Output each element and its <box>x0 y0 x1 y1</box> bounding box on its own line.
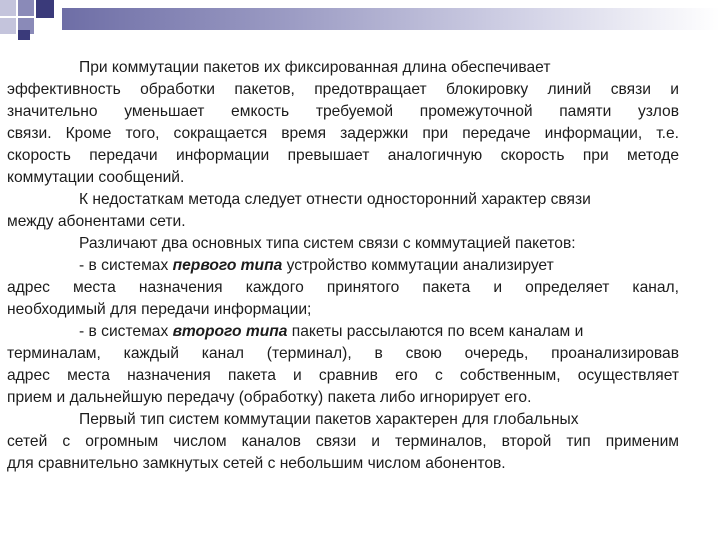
text-run: устройство коммутации анализирует <box>282 257 554 274</box>
text-line: Первый тип систем коммутации пакетов характерен для глобальных <box>79 411 579 428</box>
text-line: необходимый для передачи информации; <box>7 301 312 318</box>
text-line: скорость передачи информации превышает аналогичную скорость при методе <box>7 147 679 164</box>
text-run: пакеты рассылаются по всем каналам и <box>287 323 584 340</box>
decor-square-mid <box>18 0 34 16</box>
text-line: сетей с огромным числом каналов связи и терминалов, второй тип применим <box>7 433 679 450</box>
text-line: адрес места назначения каждого принятого пакета и определяет канал, <box>7 279 679 296</box>
text-line: между абонентами сети. <box>7 213 186 230</box>
text-line: связи. Кроме того, сокращается время задержки при передаче информации, т.е. <box>7 125 679 142</box>
text-run: - в системах <box>79 323 173 340</box>
header-gradient-band <box>62 8 720 30</box>
text-line: При коммутации пакетов их фиксированная длина обеспечивает <box>79 59 551 76</box>
text-line: Различают два основных типа систем связи с коммутацией пакетов: <box>79 235 576 252</box>
text-line <box>7 321 679 343</box>
text-line <box>7 255 679 277</box>
slide-body-text <box>7 57 679 475</box>
decor-square-dark <box>36 0 54 18</box>
emphasis-first-type: первого типа <box>172 257 283 274</box>
text-line: прием и дальнейшую передачу (обработку) пакета либо игнорирует его. <box>7 389 532 406</box>
decor-square-dark-2 <box>18 30 30 40</box>
decor-square-light <box>0 0 16 16</box>
text-line: терминалам, каждый канал (терминал), в свою очередь, проанализировав <box>7 345 679 362</box>
text-line: адрес места назначения пакета и сравнив его с собственным, осуществляет <box>7 367 679 384</box>
slide-header-decoration <box>0 0 720 40</box>
decor-square-light-2 <box>0 18 16 34</box>
text-line: эффективность обработки пакетов, предотвращает блокировку линий связи и <box>7 81 679 98</box>
text-line: К недостаткам метода следует отнести односторонний характер связи <box>79 191 591 208</box>
text-line: для сравнительно замкнутых сетей с небольшим числом абонентов. <box>7 455 506 472</box>
text-line: значительно уменьшает емкость требуемой промежуточной памяти узлов <box>7 103 679 120</box>
text-run: - в системах <box>79 257 173 274</box>
text-line: коммутации сообщений. <box>7 169 185 186</box>
emphasis-second-type: второго типа <box>172 323 288 340</box>
